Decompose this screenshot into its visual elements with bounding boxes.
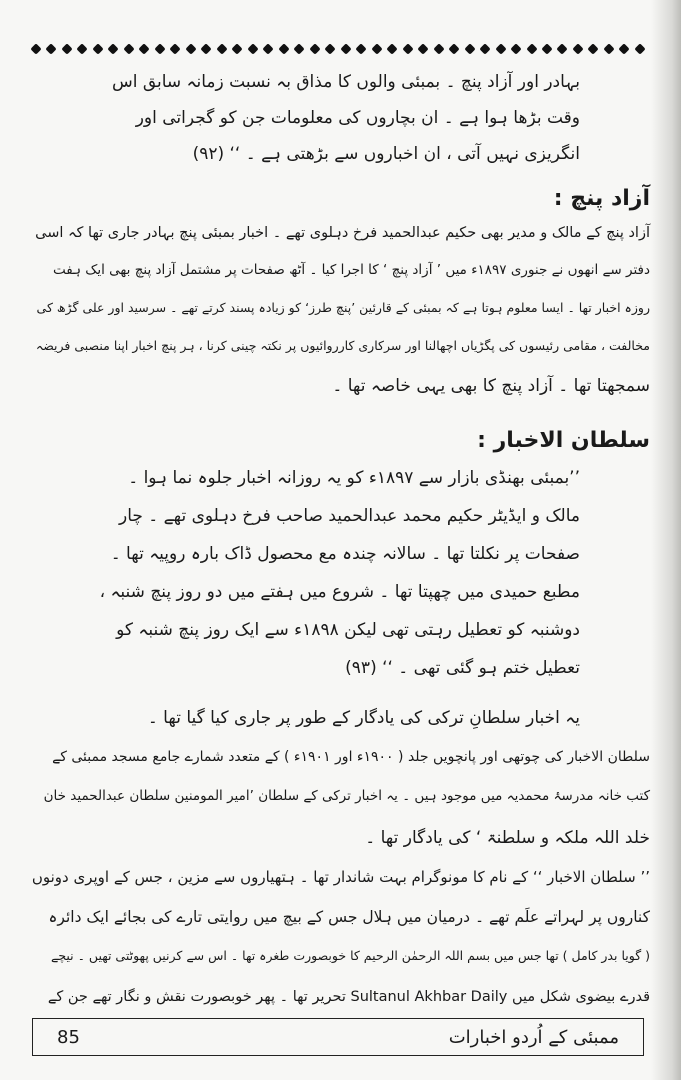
paragraph-line: روزہ اخبار تھا ۔ ایسا معلوم ہوتا ہے کہ بمبئی کے قارئین ’پنچ طرز‘ کو زیادہ پسند کرتے تھے ۔ سرسید اور علی گڑھ کی	[36, 300, 650, 315]
rule-diamond	[325, 43, 336, 54]
section-heading-azad-punch: آزاد پنچ :	[553, 186, 650, 211]
top-quote-line-1: بہادر اور آزاد پنچ ۔ بمبئی والوں کا مذاق بہ نسبت زمانہ سابق اس	[111, 72, 580, 92]
paragraph-line: آزاد پنچ کے مالک و مدیر بھی حکیم عبدالحمید فرخ دہلوی تھے ۔ اخبار بمبئی پنچ بہادر جاری تھا کہ اسی	[35, 225, 650, 241]
section-heading-sultan-ul-akhbar: سلطان الاخبار :	[477, 428, 650, 453]
rule-diamond	[46, 43, 57, 54]
paragraph-line: قدرے بیضوی شکل میں Sultanul Akhbar Daily تحریر تھا ۔ پھر خوبصورت نقش و نگار تھے جن کے	[47, 989, 650, 1005]
rule-diamond	[557, 43, 568, 54]
rule-diamond	[154, 43, 165, 54]
rule-diamond	[108, 43, 119, 54]
rule-diamond	[123, 43, 134, 54]
rule-diamond	[603, 43, 614, 54]
rule-diamond	[356, 43, 367, 54]
rule-diamond	[402, 43, 413, 54]
paragraph-line: دفتر سے انھوں نے جنوری ۱۸۹۷ء میں ’ آزاد پنچ ‘ کا اجرا کیا ۔ آٹھ صفحات پر مشتمل آزاد پنچ بھی ایک ہفت	[53, 262, 650, 278]
rule-diamond	[588, 43, 599, 54]
running-footer-title: ممبئی کے اُردو اخبارات	[448, 1026, 619, 1048]
paragraph-line: سلطان الاخبار کی چوتھی اور پانچویں جلد ( ۱۹۰۰ء اور ۱۹۰۱ء ) کے متعدد شمارے جامع مسجد ممبئی کے	[52, 749, 650, 765]
paragraph-line: ( گویا بدر کامل ) تھا جس میں بسم اللہ الرحمٰن الرحیم کا خوبصورت طغرہ تھا ۔ اس سے کرنیں پھوٹتی تھیں ۔ نیچے	[51, 948, 650, 963]
block-quote-line: مالک و ایڈیٹر حکیم محمد عبدالحمید صاحب فرخ دہلوی تھے ۔ چار	[118, 506, 580, 526]
rule-diamond	[309, 43, 320, 54]
rule-diamond	[371, 43, 382, 54]
rule-diamond	[386, 43, 397, 54]
paragraph-line: کناروں پر لہراتے علَم تھے ۔ درمیان میں ہلال جس کے بیچ میں روایتی تارے کی بجائے ایک دائرہ	[48, 908, 650, 926]
rule-diamond	[340, 43, 351, 54]
rule-diamond	[278, 43, 289, 54]
block-quote-line: دوشنبہ کو تعطیل رہتی تھی لیکن ۱۸۹۸ء سے ایک روز پنچ شنبہ کو	[116, 620, 580, 640]
paragraph-line: سمجھتا تھا ۔ آزاد پنچ کا بھی یہی خاصہ تھا ۔	[332, 376, 650, 396]
rule-diamond	[263, 43, 274, 54]
rule-diamond	[495, 43, 506, 54]
rule-diamond	[30, 43, 41, 54]
block-quote-line: تعطیل ختم ہو گئی تھی ۔ ‘‘ (۹۳)	[345, 658, 580, 678]
rule-diamond	[510, 43, 521, 54]
rule-diamond	[479, 43, 490, 54]
page-number: 85	[57, 1026, 80, 1048]
rule-diamond	[619, 43, 630, 54]
rule-diamond	[433, 43, 444, 54]
rule-diamond	[201, 43, 212, 54]
rule-diamond	[634, 43, 645, 54]
rule-diamond	[92, 43, 103, 54]
rule-diamond	[185, 43, 196, 54]
rule-diamond	[139, 43, 150, 54]
page-edge-shadow	[651, 0, 681, 1080]
paragraph-line: خلد اللہ ملکہ و سلطنۃ ‘ کی یادگار تھا ۔	[365, 828, 650, 848]
rule-diamond	[247, 43, 258, 54]
top-quote-line-2: وقت بڑھا ہوا ہے ۔ ان بچاروں کی معلومات جن کو گجراتی اور	[135, 108, 580, 128]
paragraph-line: مخالفت ، مقامی رئیسوں کی پگڑیاں اچھالنا اور سرکاری کارروائیوں پر نکتہ چینی کرنا ، ہر پنچ اخبار اپنا منصبی فریضہ	[35, 338, 650, 353]
block-quote-line: مطبع حمیدی میں چھپتا تھا ۔ شروع میں ہفتے میں دو روز پنچ شنبہ ،	[99, 582, 580, 602]
rule-diamond	[572, 43, 583, 54]
rule-diamond	[526, 43, 537, 54]
rule-diamond	[464, 43, 475, 54]
rule-diamond	[294, 43, 305, 54]
paragraph-line: کتب خانہ مدرسۂ محمدیہ میں موجود ہیں ۔ یہ اخبار ترکی کے سلطان ’امیر المومنین سلطان عبدالحمید خان	[43, 788, 650, 804]
rule-diamond	[541, 43, 552, 54]
page-footer	[32, 1018, 644, 1056]
rule-diamond	[77, 43, 88, 54]
rule-diamond	[232, 43, 243, 54]
rule-diamond	[448, 43, 459, 54]
decorative-dot-rule	[32, 42, 644, 56]
rule-diamond	[417, 43, 428, 54]
block-quote-line: ’’بمبئی بھنڈی بازار سے ۱۸۹۷ء کو یہ روزانہ اخبار جلوہ نما ہوا ۔	[128, 468, 580, 488]
top-quote-line-3: انگریزی نہیں آتی ، ان اخباروں سے بڑھتی ہے ۔ ‘‘ (۹۲)	[192, 144, 580, 164]
rule-diamond	[216, 43, 227, 54]
rule-diamond	[170, 43, 181, 54]
block-quote-line: صفحات پر نکلتا تھا ۔ سالانہ چندہ مع محصول ڈاک بارہ روپیہ تھا ۔	[110, 544, 580, 564]
rule-diamond	[61, 43, 72, 54]
paragraph-line: یہ اخبار سلطانِ ترکی کی یادگار کے طور پر جاری کیا گیا تھا ۔	[147, 708, 580, 728]
paragraph-line: ’’ سلطان الاخبار ‘‘ کے نام کا مونوگرام بہت شاندار تھا ۔ ہتھیاروں سے مزین ، جس کے اوپری دونوں	[31, 868, 650, 886]
